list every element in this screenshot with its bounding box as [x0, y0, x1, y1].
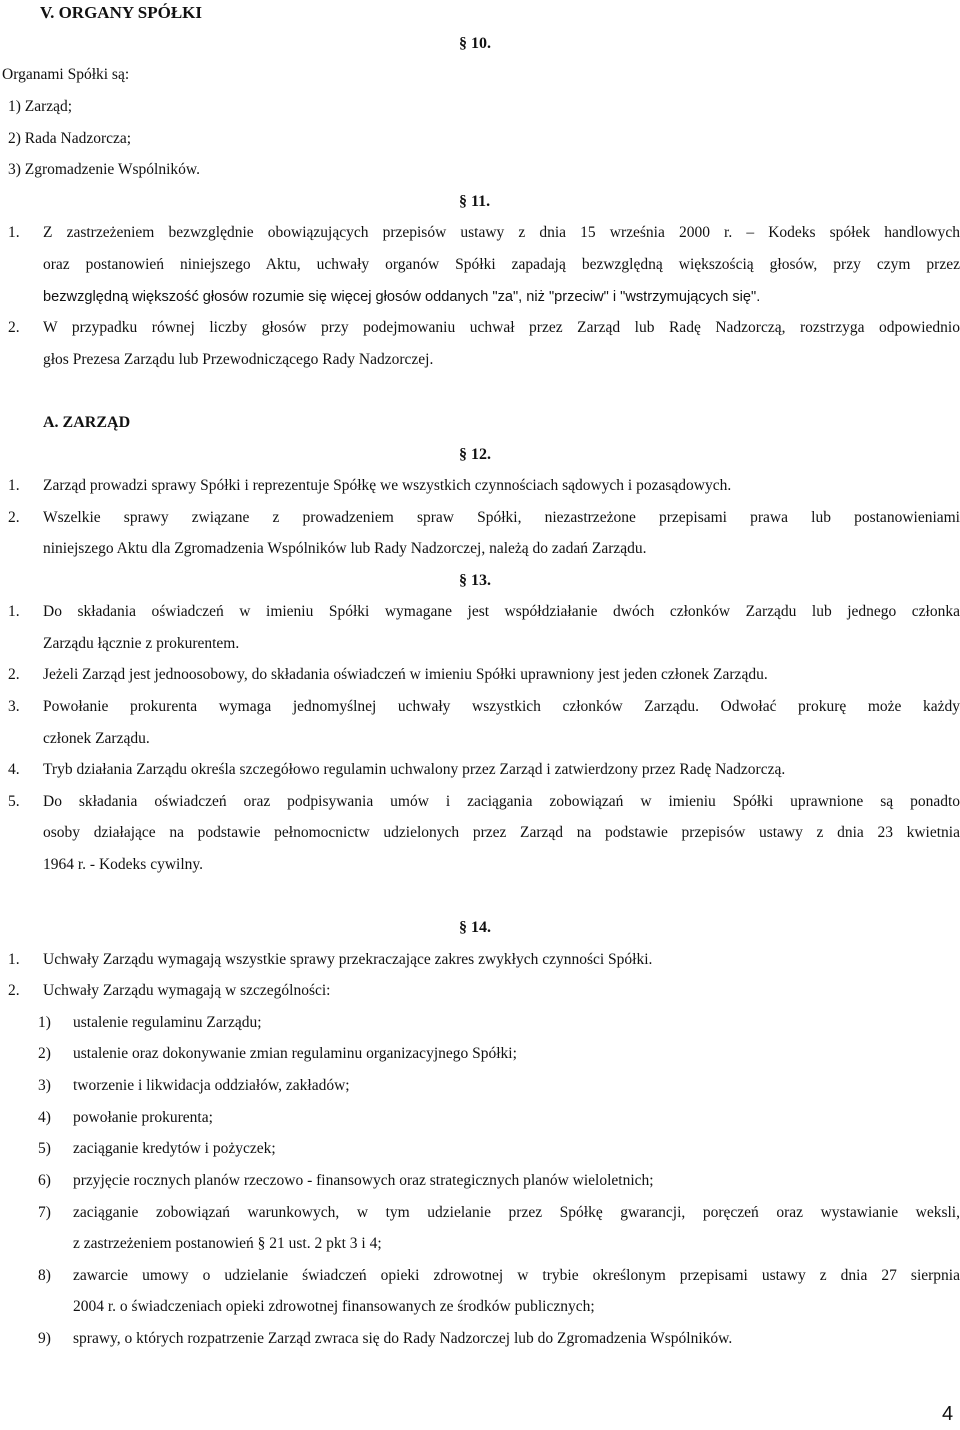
- subitem-number: 7): [38, 1204, 51, 1221]
- subitem-number: 4): [38, 1109, 51, 1126]
- list-item: 1) Zarząd;: [8, 98, 73, 115]
- paragraph-text: Zarząd prowadzi sprawy Spółki i reprezentuje Spółkę we wszystkich czynnościach sądowych i pozasądowych.: [43, 477, 732, 494]
- paragraph-text: osoby działające na podstawie pełnomocnictw udzielonych przez Zarząd na podstawie przepisów ustawy z dnia 23 kwietnia: [43, 824, 960, 841]
- paragraph-number: § 12.: [459, 446, 491, 463]
- subitem-text: zaciąganie kredytów i pożyczek;: [73, 1140, 276, 1157]
- item-number: 1.: [8, 224, 20, 241]
- item-number: 5.: [8, 793, 20, 810]
- paragraph-text: Do składania oświadczeń w imieniu Spółki wymagane jest współdziałanie dwóch członków Zarządu lub jednego członka: [43, 603, 960, 620]
- item-number: 1.: [8, 951, 20, 968]
- subitem-number: 6): [38, 1172, 51, 1189]
- paragraph-text: Z zastrzeżeniem bezwzględnie obowiązujących przepisów ustawy z dnia 15 września 2000 r. – Kodeks spółek handlowych: [43, 224, 960, 241]
- subitem-text: przyjęcie rocznych planów rzeczowo - finansowych oraz strategicznych planów wieloletnich;: [73, 1172, 654, 1189]
- paragraph-text: niniejszego Aktu dla Zgromadzenia Wspólników lub Rady Nadzorczej, należą do zadań Zarządu.: [43, 540, 647, 557]
- subitem-number: 2): [38, 1045, 51, 1062]
- section-title: V. ORGANY SPÓŁKI: [40, 3, 202, 22]
- paragraph-text: oraz postanowień niniejszego Aktu, uchwały organów Spółki zapadają bezwzględną większością głosów, przy czym przez: [43, 256, 960, 273]
- paragraph-text: 1964 r. - Kodeks cywilny.: [43, 856, 204, 873]
- paragraph-text: głos Prezesa Zarządu lub Przewodniczącego Rady Nadzorczej.: [43, 351, 434, 368]
- paragraph-text: Zarządu łącznie z prokurentem.: [43, 635, 240, 652]
- subitem-text: zaciąganie zobowiązań warunkowych, w tym udzielanie przez Spółkę gwarancji, poręczeń oraz wystawianie weksli,: [73, 1204, 960, 1221]
- paragraph-number: § 11.: [459, 193, 491, 210]
- item-number: 1.: [8, 477, 20, 494]
- subitem-text: 2004 r. o świadczeniach opieki zdrowotnej finansowanych ze środków publicznych;: [73, 1298, 595, 1315]
- list-item: 3) Zgromadzenie Wspólników.: [8, 161, 200, 178]
- paragraph-number: § 14.: [459, 919, 491, 936]
- subitem-text: ustalenie oraz dokonywanie zmian regulaminu organizacyjnego Spółki;: [73, 1045, 517, 1062]
- subsection-title: A. ZARZĄD: [43, 414, 131, 431]
- subitem-number: 9): [38, 1330, 51, 1347]
- paragraph-text: W przypadku równej liczby głosów przy podejmowaniu uchwał przez Zarząd lub Radę Nadzorczą, rozstrzyga odpowiednio: [43, 319, 960, 336]
- paragraph-text: Tryb działania Zarządu określa szczegółowo regulamin uchwalony przez Zarząd i zatwierdzony przez Radę Nadzorczą.: [43, 761, 786, 778]
- subitem-text: zawarcie umowy o udzielanie świadczeń opieki zdrowotnej w trybie określonym przepisami ustawy z dnia 27 sierpnia: [73, 1267, 960, 1284]
- list-item: 2) Rada Nadzorcza;: [8, 130, 132, 147]
- paragraph-text: członek Zarządu.: [43, 730, 150, 747]
- paragraph-text: Uchwały Zarządu wymagają w szczególności:: [43, 982, 331, 999]
- paragraph-text: Jeżeli Zarząd jest jednoosobowy, do składania oświadczeń w imieniu Spółki uprawniony jest jeden członek Zarządu.: [43, 666, 768, 683]
- subitem-text: tworzenie i likwidacja oddziałów, zakładów;: [73, 1077, 350, 1094]
- subitem-text: z zastrzeżeniem postanowień § 21 ust. 2 pkt 3 i 4;: [73, 1235, 382, 1252]
- subitem-text: sprawy, o których rozpatrzenie Zarząd zwraca się do Rady Nadzorczej lub do Zgromadzenia Wspólników.: [73, 1330, 733, 1347]
- paragraph-text: Uchwały Zarządu wymagają wszystkie sprawy przekraczające zakres zwykłych czynności Spółki.: [43, 951, 653, 968]
- subitem-text: powołanie prokurenta;: [73, 1109, 213, 1126]
- subitem-text: ustalenie regulaminu Zarządu;: [73, 1014, 262, 1031]
- subitem-number: 5): [38, 1140, 51, 1157]
- paragraph-number: § 13.: [459, 572, 491, 589]
- page-number: 4: [942, 1403, 954, 1425]
- paragraph-text: Do składania oświadczeń oraz podpisywania umów i zaciągania zobowiązań w imieniu Spółki uprawnione są ponadto: [43, 793, 960, 810]
- paragraph-text: Wszelkie sprawy związane z prowadzeniem spraw Spółki, niezastrzeżone przepisami prawa lub postanowieniami: [43, 509, 960, 526]
- item-number: 4.: [8, 761, 20, 778]
- paragraph-number: § 10.: [459, 35, 491, 52]
- item-number: 2.: [8, 509, 20, 526]
- item-number: 3.: [8, 698, 20, 715]
- item-number: 2.: [8, 982, 20, 999]
- item-number: 1.: [8, 603, 20, 620]
- subitem-number: 1): [38, 1014, 51, 1031]
- paragraph-text: bezwzględną większość głosów rozumie się więcej głosów oddanych "za", niż "przeciw" i "wstrzymujących się".: [43, 289, 761, 305]
- paragraph-text: Powołanie prokurenta wymaga jednomyślnej uchwały wszystkich członków Zarządu. Odwołać prokurę może każdy: [43, 698, 960, 715]
- item-number: 2.: [8, 666, 20, 683]
- subitem-number: 8): [38, 1267, 51, 1284]
- item-number: 2.: [8, 319, 20, 336]
- subitem-number: 3): [38, 1077, 51, 1094]
- paragraph-text: Organami Spółki są:: [2, 66, 130, 83]
